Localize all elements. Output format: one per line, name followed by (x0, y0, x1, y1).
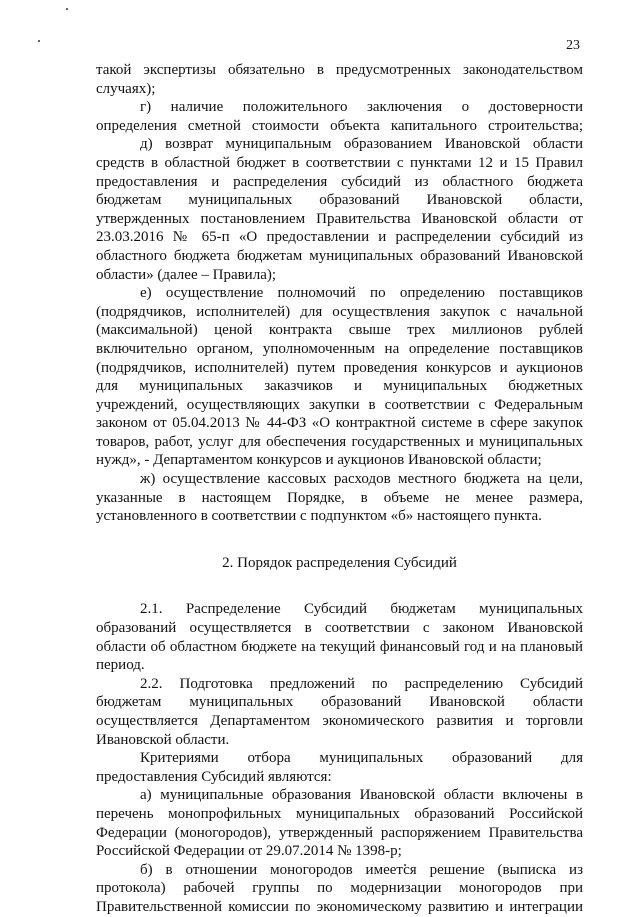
text-line: д) возврат муниципальным образованием Ивановской области (140, 136, 583, 153)
text-line: ж) осуществление кассовых расходов местного бюджета на цели, (140, 471, 583, 488)
text-line: 2.1. Распределение Субсидий бюджетам муниципальных (140, 601, 583, 618)
text-line: 23.03.2016 № 65-п «О предоставлении и распределении субсидий из (96, 229, 583, 246)
text-line: нужд», - Департаментом конкурсов и аукционов Ивановской области; (96, 452, 542, 469)
text-line: предоставления и распределения субсидий из областного бюджета (96, 173, 583, 190)
text-line: области об областном бюджете на текущий финансовый год и на плановый (96, 638, 583, 655)
text-line: установленного в соответствии с подпунктом «б» настоящего пункта. (96, 508, 542, 525)
page-number: 23 (566, 38, 580, 53)
text-line: указанные в настоящем Порядке, в объеме не менее размера, (96, 489, 583, 506)
text-line: законом от 05.04.2013 № 44-ФЗ «О контрактной системе в сфере закупок (96, 415, 583, 432)
text-line: образований осуществляется в соответствии с законом Ивановской (96, 620, 583, 637)
scan-speck (38, 40, 40, 42)
text-line: Российской Федерации от 29.07.2014 № 1398-р; (96, 843, 402, 860)
text-line: (максимальной) ценой контракта свыше трех миллионов рублей (96, 322, 583, 339)
text-line: протокола) рабочей группы по модернизации моногородов при (96, 880, 583, 897)
text-line: средств в областной бюджет в соответствии с пунктами 12 и 15 Правил (96, 154, 583, 171)
text-line: а) муниципальные образования Ивановской области включены в (140, 787, 583, 804)
text-line: 2.2. Подготовка предложений по распределению Субсидий (140, 675, 583, 692)
document-body (96, 61, 583, 917)
text-line: предоставления Субсидий являются: (96, 768, 332, 785)
text-line: Федерации (моногородов), утвержденный распоряжением Правительства (96, 824, 583, 841)
scan-speck (66, 8, 68, 10)
text-line: г) наличие положительного заключения о достоверности (140, 99, 583, 116)
text-line: областного бюджета бюджетам муниципальных образований Ивановской (96, 247, 583, 264)
text-line: случаях); (96, 80, 156, 97)
text-line: Ивановской области. (96, 731, 230, 748)
section-heading: 2. Порядок распределения Субсидий (222, 554, 457, 571)
text-line: осуществляется Департаментом экономического развития и торговли (96, 713, 583, 729)
text-line: для муниципальных заказчиков и муниципальных бюджетных (96, 378, 583, 395)
text-line: учреждений, осуществляющих закупки в соответствии с Федеральным (96, 396, 583, 413)
text-line: бюджетам муниципальных образований Ивановской области, (96, 192, 583, 209)
text-line: такой экспертизы обязательно в предусмотренных законодательством (96, 62, 583, 78)
text-line: б) в отношении моногородов имеется решение (выписка из (140, 861, 583, 878)
text-line: утвержденных постановлением Правительства Ивановской области от (96, 210, 583, 227)
text-line: Критериями отбора муниципальных образований для (140, 750, 583, 767)
text-line: Правительственной комиссии по экономическому развитию и интеграции (96, 898, 583, 915)
text-line: области» (далее – Правила); (96, 266, 277, 283)
text-line: е) осуществление полномочий по определению поставщиков (140, 285, 583, 302)
text-line: товаров, работ, услуг для обеспечения государственных и муниципальных (96, 433, 583, 450)
text-line: бюджетам муниципальных образований Ивановской области (96, 694, 583, 711)
text-line: определения сметной стоимости объекта капитального строительства; (96, 117, 583, 134)
text-line: период. (96, 657, 145, 674)
text-line: перечень монопрофильных муниципальных образований Российской (96, 805, 583, 822)
text-line: (подрядчиков, исполнителей) путем проведения конкурсов и аукционов (96, 359, 583, 376)
text-line: (подрядчиков, исполнителей) для осуществления закупок с начальной (96, 303, 583, 320)
text-line: включительно органом, уполномоченным на определение поставщиков (96, 340, 583, 357)
